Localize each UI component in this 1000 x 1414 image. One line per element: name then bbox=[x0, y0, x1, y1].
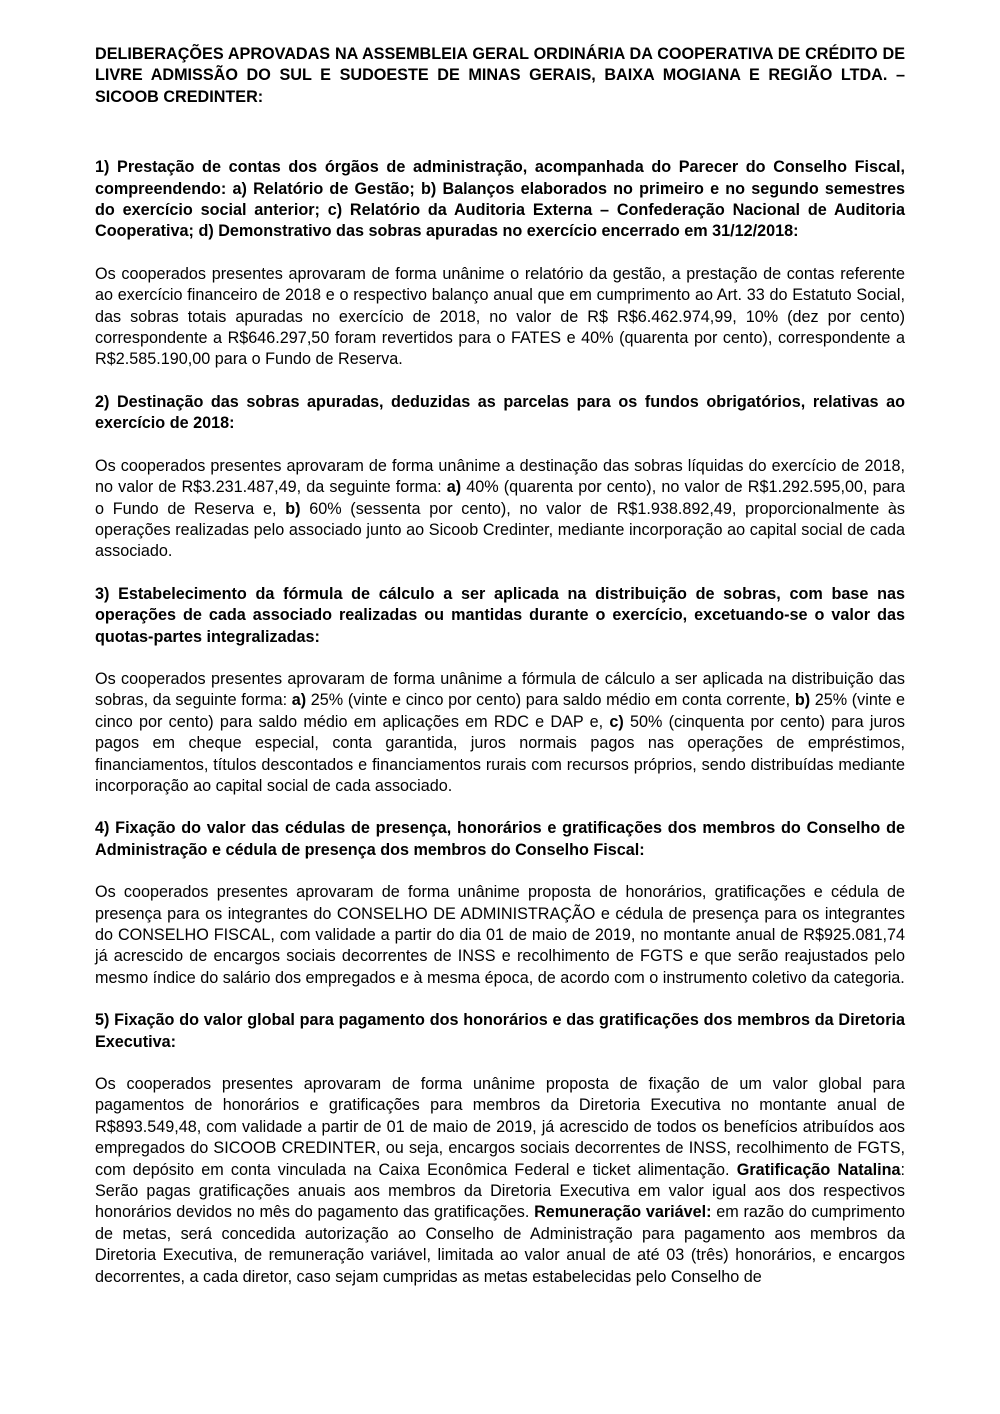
section-3-marker-a: a) bbox=[291, 691, 307, 710]
section-1-heading: 1) Prestação de contas dos órgãos de administração, acompanhada do Parecer do Conselho Fiscal, compreendendo: a) Relatório de Gestão; b) Balanços elaborados no primeiro e no segundo semestres do exercício social anterior; c) Relatório da Auditoria Externa – Confederação Nacional de Auditoria Cooperativa; d) Demonstrativo das sobras apuradas no exercício encerrado em 31/12/2018: bbox=[95, 158, 905, 241]
section-2-text-3: 60% (sessenta por cento), no valor de R$1.938.892,49, proporcionalmente às operações realizadas pelo associado junto ao Sicoob Credinter, mediante incorporação ao capital social de cada associado. bbox=[95, 499, 905, 561]
section-1-body: Os cooperados presentes aprovaram de forma unânime o relatório da gestão, a prestação de contas referente ao exercício financeiro de 2018 e o respectivo balanço anual que em cumprimento ao Art. 33 do Estatuto Social, das sobras totais apuradas no exercício de 2018, no valor de R$ R$6.462.974,99, 10% (dez por cento) correspondente a R$646.297,50 foram revertidos para o FATES e 40% (quarenta por cento), correspondente a R$2.585.190,00 para o Fundo de Reserva. bbox=[95, 264, 905, 369]
section-3-marker-b: b) bbox=[794, 691, 811, 710]
section-5-text-3: em razão do cumprimento de metas, será concedida autorização ao Conselho de Administração para pagamento aos membros da Diretoria Executiva, de remuneração variável, limitada ao valor anual de até 03 (três) honorários, e encargos decorrentes, a cada diretor, caso sejam cumpridas as metas estabelecidas pelo Conselho de bbox=[95, 1203, 905, 1286]
section-5-body bbox=[95, 1074, 905, 1288]
section-2-text-1: Os cooperados presentes aprovaram de forma unânime a destinação das sobras líquidas do exercício de 2018, no valor de R$3.231.487,49, da seguinte forma: bbox=[95, 456, 905, 497]
document-title: DELIBERAÇÕES APROVADAS NA ASSEMBLEIA GERAL ORDINÁRIA DA COOPERATIVA DE CRÉDITO DE LIVRE ADMISSÃO DO SUL E SUDOESTE DE MINAS GERAIS, BAIXA MOGIANA E REGIÃO LTDA. – SICOOB CREDINTER: bbox=[95, 45, 905, 106]
section-5-bold-gratificacao: Gratificação Natalina bbox=[736, 1160, 901, 1179]
section-3-text-2: 25% (vinte e cinco por cento) para saldo médio em conta corrente, bbox=[306, 691, 795, 710]
section-4-body: Os cooperados presentes aprovaram de forma unânime proposta de honorários, gratificações e cédula de presença para os integrantes do CONSELHO DE ADMINISTRAÇÃO e cédula de presença para os integrantes do CONSELHO FISCAL, com validade a partir do dia 01 de maio de 2019, no montante anual de R$925.081,74 já acrescido de encargos sociais decorrentes de INSS e recolhimento de FGTS e que serão reajustados pelo mesmo índice do salário dos empregados e à mesma época, de acordo com o instrumento coletivo da categoria. bbox=[95, 883, 905, 987]
section-3-text-1: Os cooperados presentes aprovaram de forma unânime a fórmula de cálculo a ser aplicada na distribuição das sobras, da seguinte forma: bbox=[95, 669, 905, 710]
section-3-body bbox=[95, 669, 905, 797]
section-2-body bbox=[95, 456, 905, 563]
section-2-marker-b: b) bbox=[285, 499, 301, 518]
section-3-text-3: 25% (vinte e cinco por cento) para saldo médio em aplicações em RDC e DAP e, bbox=[95, 691, 906, 731]
section-5-bold-remuneracao: Remuneração variável: bbox=[534, 1203, 712, 1222]
section-4-heading: 4) Fixação do valor das cédulas de presença, honorários e gratificações dos membros do Conselho de Administração e cédula de presença dos membros do Conselho Fiscal: bbox=[95, 819, 905, 859]
section-2-heading: 2) Destinação das sobras apuradas, deduzidas as parcelas para os fundos obrigatórios, relativas ao exercício de 2018: bbox=[95, 392, 905, 433]
section-3-heading: 3) Estabelecimento da fórmula de cálculo a ser aplicada na distribuição de sobras, com base nas operações de cada associado realizadas ou mantidas durante o exercício, excetuando-se o valor das quotas-partes integralizadas: bbox=[95, 584, 905, 646]
section-5-text-2: : Serão pagas gratificações anuais aos membros da Diretoria Executiva em valor igual aos dos respectivos honorários devidos no mês do pagamento das gratificações. bbox=[95, 1160, 905, 1222]
section-3-text-4: 50% (cinquenta por cento) para juros pagos em cheque especial, conta garantida, juros normais pagos nas operações de empréstimos, financiamentos, títulos descontados e financiamentos rurais com recursos próprios, sendo distribuídas mediante incorporação ao capital social de cada associado. bbox=[95, 712, 905, 795]
section-5-text-1: Os cooperados presentes aprovaram de forma unânime proposta de fixação de um valor global para pagamentos de honorários e gratificações para membros da Diretoria Executiva no montante anual de R$893.549,48, com validade a partir de 01 de maio de 2019, já acrescido de todos os benefícios atribuídos aos empregados do SICOOB CREDINTER, ou seja, encargos sociais decorrentes de INSS, recolhimento de FGTS, com depósito em conta vinculada na Caixa Econômica Federal e ticket alimentação. bbox=[95, 1075, 905, 1179]
section-2-text-2: 40% (quarenta por cento), no valor de R$1.292.595,00, para o Fundo de Reserva e, bbox=[95, 478, 905, 518]
section-5-heading: 5) Fixação do valor global para pagamento dos honorários e das gratificações dos membros da Diretoria Executiva: bbox=[95, 1011, 905, 1051]
document-page bbox=[95, 44, 905, 1288]
section-2-marker-a: a) bbox=[446, 478, 462, 497]
section-3-marker-c: c) bbox=[609, 712, 624, 731]
